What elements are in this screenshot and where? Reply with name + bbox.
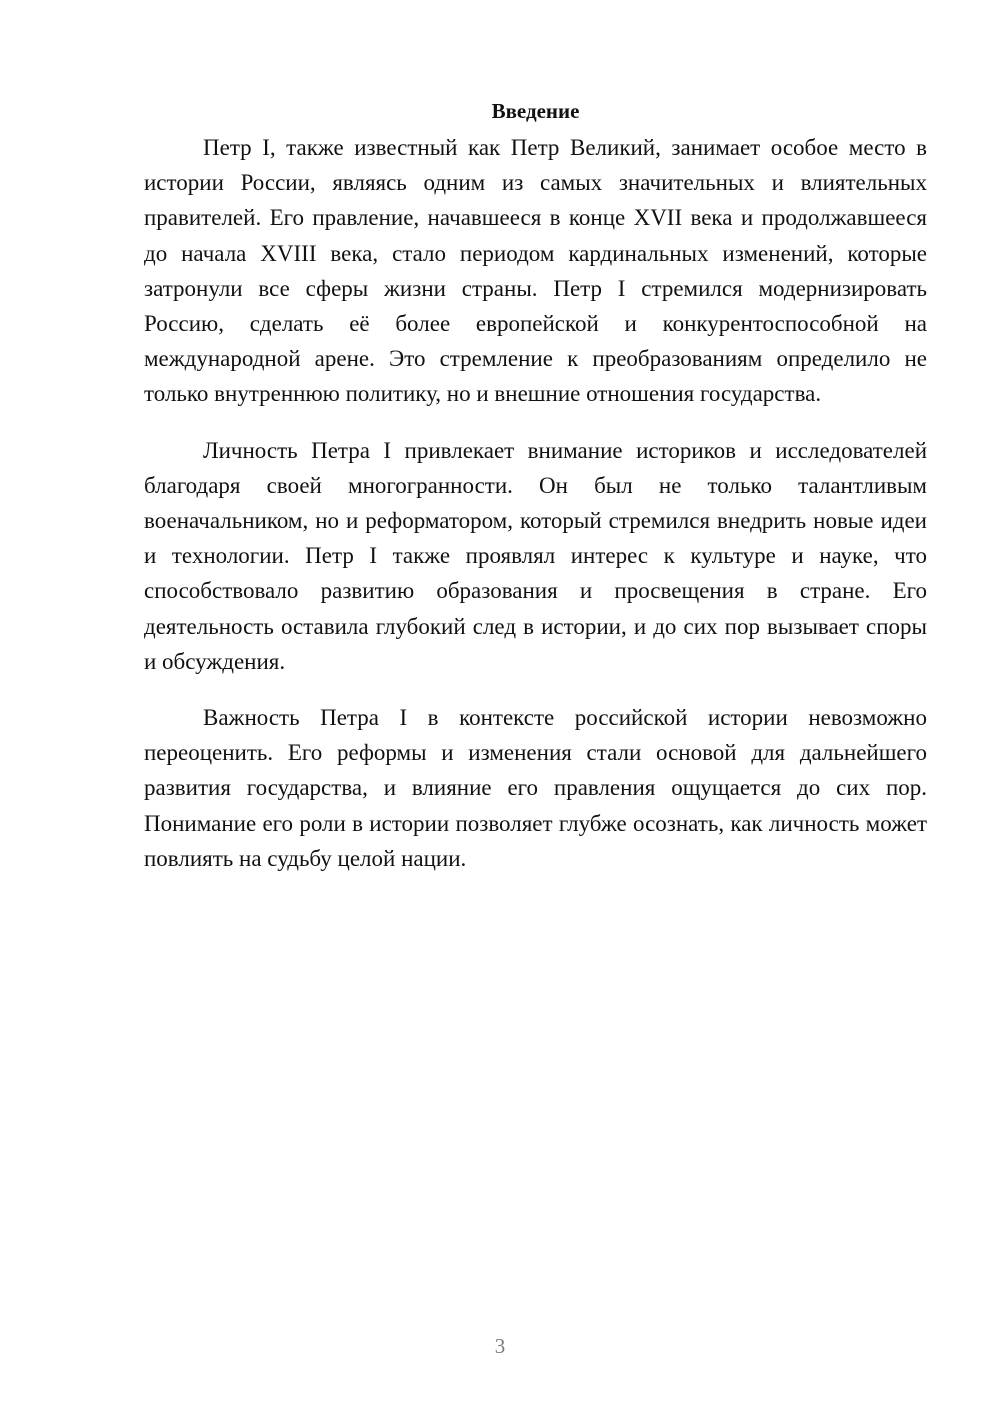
paragraph-1: Петр I, также известный как Петр Великий, занимает особое место в истории России, являясь одним из самых значительных и влиятельных правителей. Его правление, начавшееся в конце XVII века и продолжавшееся до начала XVIII века, стало периодом кардинальных изменений, которые затронули все сферы жизни страны. Петр I стремился модернизировать Россию, сделать её более европейской и конкурентоспособной на международной арене. Это стремление к преобразованиям определило не только внутреннюю политику, но и внешние отношения государства. xyxy=(144,135,927,407)
paragraph-2: Личность Петра I привлекает внимание историков и исследователей благодаря своей многогранности. Он был не только талантливым военачальником, но и реформатором, который стремился внедрить новые идеи и технологии. Петр I также проявлял интерес к культуре и науке, что способствовало развитию образования и просвещения в стране. Его деятельность оставила глубокий след в истории, и до сих пор вызывает споры и обсуждения. xyxy=(144,437,927,674)
page-number: 3 xyxy=(494,1334,506,1358)
section-heading: Введение xyxy=(491,99,580,123)
paragraph-3: Важность Петра I в контексте российской истории невозможно переоценить. Его реформы и изменения стали основой для дальнейшего развития государства, и влияние его правления ощущается до сих пор. Понимание его роли в истории позволяет глубже осознать, как личность может повлиять на судьбу целой нации. xyxy=(144,705,927,871)
page-content xyxy=(144,96,927,897)
